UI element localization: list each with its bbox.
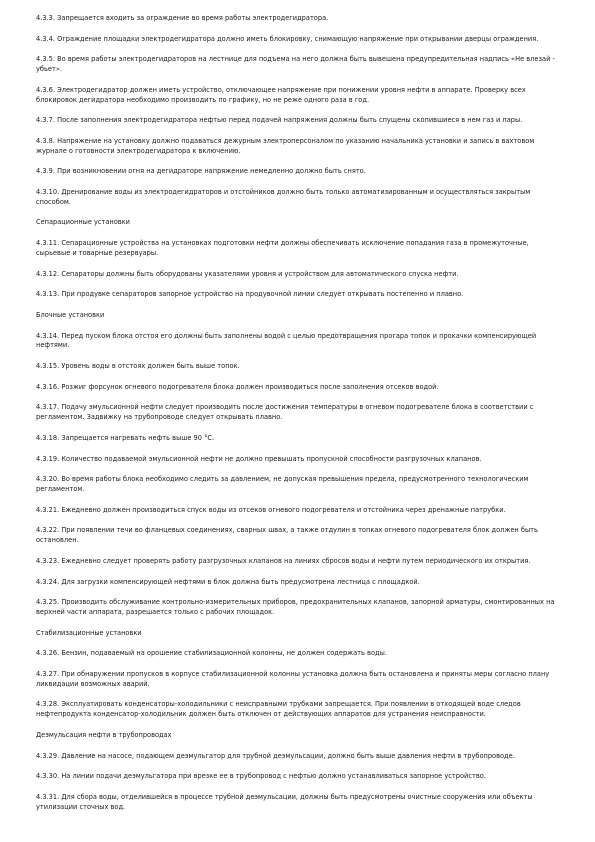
paragraph: 4.3.10. Дренирование воды из электродегидраторов и отстойников должно быть только автоматизированным и осуществляться закрытым способом. xyxy=(36,188,531,206)
paragraph: 4.3.3. Запрещается входить за ограждение во время работы электродегидратора. xyxy=(36,14,329,22)
paragraph: 4.3.24. Для загрузки компенсирующей нефтями в блок должна быть предусмотрена лестница с площадкой. xyxy=(36,577,420,586)
paragraph: 4.3.18. Запрещается нагревать нефть выше 90 °С. xyxy=(36,433,215,442)
paragraph: 4.3.19. Количество подаваемой эмульсионной нефти не должно превышать пропускной способности разгрузочных клапанов. xyxy=(36,454,482,463)
paragraph: 4.3.20. Во время работы блока необходимо следить за давлением, не допуская превышения предела, предусмотренного технологическим регламентом. xyxy=(36,475,529,493)
paragraph: 4.3.12. Сепараторы должны быть оборудованы указателями уровня и устройством для автоматического спуска нефти. xyxy=(36,269,459,278)
paragraph: 4.3.22. При появлении течи во фланцевых соединениях, сварных швах, а также отдулин в топках огневого подогревателя блок должен быть остановлен. xyxy=(36,526,538,545)
paragraph: 4.3.17. Подачу эмульсионной нефти следует производить после достижения температуры в огневом подогревателе блока в соответствии с регламентом. Задвижку на трубопроводе следует открывать плавно. xyxy=(36,403,534,422)
paragraph: 4.3.26. Бензин, подаваемый на орошение стабилизационной колонны, не должен содержать воды. xyxy=(36,649,387,658)
paragraph: 4.3.4. Ограждение площадки электродегидратора должно иметь блокировку, снимающую напряжение при открывании дверцы ограждения. xyxy=(36,34,539,43)
paragraph: 4.3.8. Напряжение на установку должно подаваться дежурным электроперсоналом по указанию начальника установки и запись в вахтовом журнале о готовности электродегидратора к включению. xyxy=(36,136,535,155)
paragraph: 4.3.11. Сепарационные устройства на установках подготовки нефти должны обеспечивать исключение попадания газа в промежуточные, сырьевые и товарные резервуары. xyxy=(36,239,529,257)
paragraph: 4.3.21. Ежедневно должен производиться спуск воды из отсеков огневого подогревателя и отстойника через дренажные патрубки. xyxy=(36,505,506,514)
paragraph: 4.3.7. После заполнения электродегидратора нефтью перед подачей напряжения должны быть спущены скопившиеся в нем газ и пары. xyxy=(36,116,523,125)
paragraph: 4.3.29. Давление на насосе, подающем деэмульгатор для трубной деэмульсации, должно быть выше давления нефти в трубопроводе. xyxy=(36,751,515,760)
paragraph: 4.3.14. Перед пуском блока отстоя его должны быть заполнены водой с целью предотвращения прогара топок и прокачки компенсирующей нефтями. xyxy=(36,331,537,350)
section-heading: Стабилизационные установки xyxy=(36,628,142,637)
paragraph: 4.3.30. На линии подачи деэмульгатора при врезке ее в трубопровод с нефтью должно устанавливаться запорное устройство. xyxy=(36,772,486,781)
paragraph: 4.3.9. При возникновении огня на дегидраторе напряжение немедленно должно быть снято. xyxy=(36,167,366,176)
paragraph: 4.3.25. Производить обслуживание контрольно-измерительных приборов, предохранительных клапанов, запорной арматуры, смонтированных на верхней части аппарата, разрешается только с рабочих площадок. xyxy=(36,598,555,616)
paragraph: 4.3.31. Для сбора воды, отделившейся в процессе трубной деэмульсации, должны быть предусмотрены очистные сооружения или объекты утилизации сточных вод. xyxy=(36,792,533,811)
paragraph: 4.3.23. Ежедневно следует проверять работу разгрузочных клапанов на линиях сбросов воды и нефти путем периодического их открытия. xyxy=(36,556,531,565)
document-body xyxy=(36,14,559,812)
paragraph: 4.3.5. Во время работы электродегидраторов на лестнице для подъема на него должна быть вывешена предупредительная надпись «Не влезай - убьет». xyxy=(36,55,555,74)
section-heading: Деэмульсация нефти в трубопроводах xyxy=(36,730,172,739)
paragraph: 4.3.6. Электродегидратор должен иметь устройство, отключающее напряжение при понижении уровня нефти в аппарате. Проверку всех блокировок дегидратора необходимо производить по графику, но не реже одного раза в год. xyxy=(36,85,526,104)
paragraph: 4.3.15. Уровень воды в отстоях должен быть выше топок. xyxy=(36,362,240,371)
paragraph: 4.3.16. Розжиг форсунок огневого подогревателя блока должен производиться после заполнения отсеков водой. xyxy=(36,382,439,391)
paragraph: 4.3.27. При обнаружении пропусков в корпусе стабилизационной колонны установка должна быть остановлена и приняты меры согласно плану ликвидации возможных аварий. xyxy=(36,670,550,688)
section-heading: Сепарационные установки xyxy=(36,218,130,227)
paragraph: 4.3.28. Эксплуатировать конденсаторы-холодильники с неисправными трубками запрещается. При появлении в отходящей воде следов нефтепродукта конденсатор-холодильник должен быть отключен от действующих аппаратов для устранения неисправности. xyxy=(36,700,521,719)
section-heading: Блочные установки xyxy=(36,310,105,319)
paragraph: 4.3.13. При продувке сепараторов запорное устройство на продувочной линии следует открывать постепенно и плавно. xyxy=(36,290,464,299)
